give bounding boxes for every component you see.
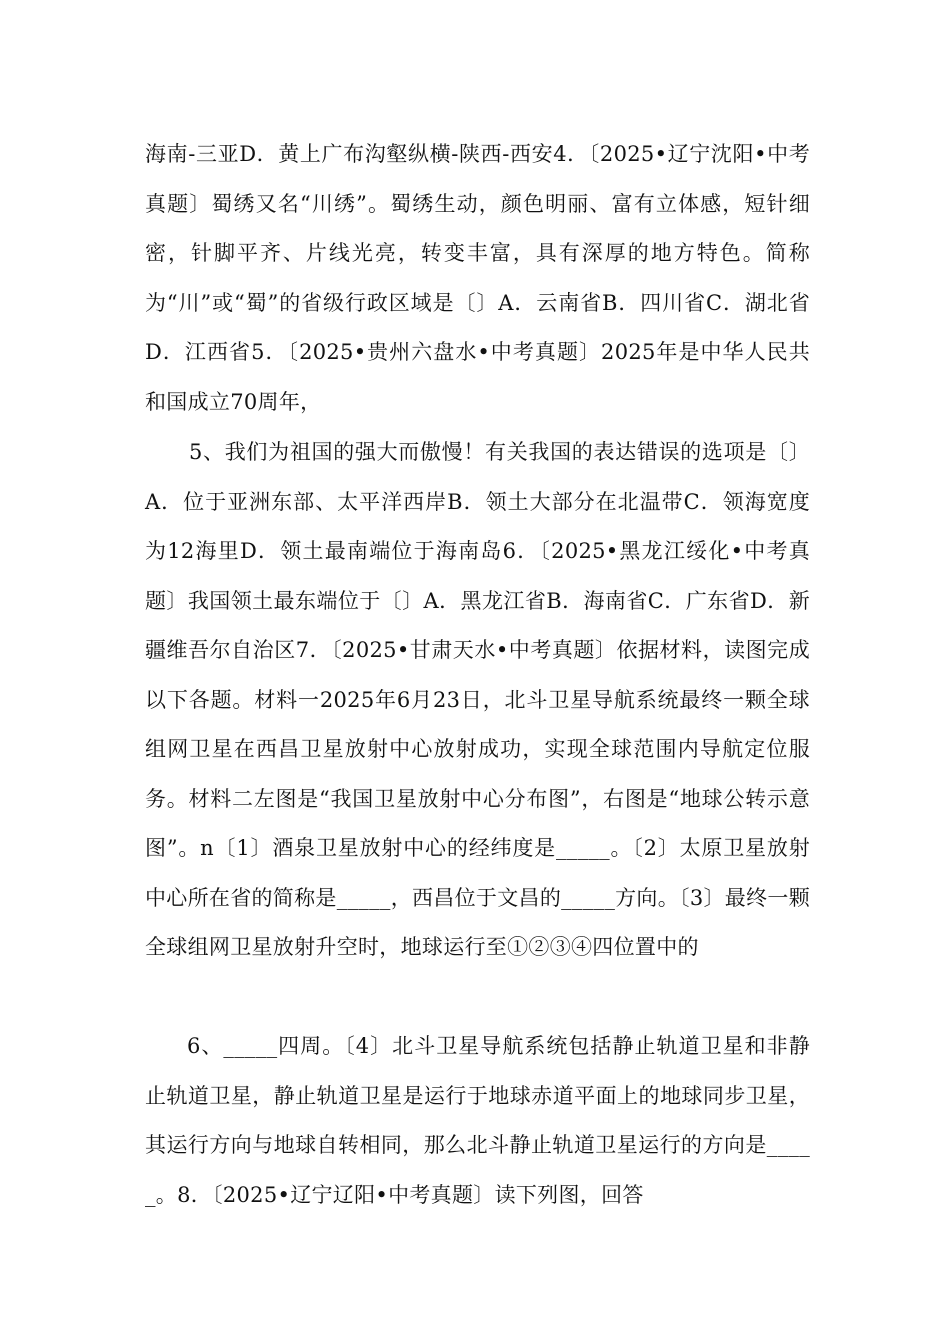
paragraph-2: 5、我们为祖国的强大而傲慢！有关我国的表达错误的选项是〔〕A．位于亚洲东部、太平洋西岸B．领土大部分在北温带C．领海宽度为12海里D．领土最南端位于海南岛6．〔2025•黑龙江绥化•中考真题〕我国领土最东端位于〔〕A．黑龙江省B．海南省C．广东省D．新疆维吾尔自治区7．〔2025•甘肃天水•中考真题〕依据材料，读图完成以下各题。材料一2025年6月23日，北斗卫星导航系统最终一颗全球组网卫星在西昌卫星放射中心放射成功，实现全球范围内导航定位服务。材料二左图是“我国卫星放射中心分布图”，右图是“地球公转示意图”。n〔1〕酒泉卫星放射中心的经纬度是_____。〔2〕太原卫星放射中心所在省的简称是_____，西昌位于文昌的_____方向。〔3〕最终一颗全球组网卫星放射升空时，地球运行至①②③④四位置中的 — [145, 440, 810, 959]
paragraph-1: 海南-三亚D．黄上广布沟壑纵横-陕西-西安4．〔2025•辽宁沈阳•中考真题〕蜀绣又名“川绣”。蜀绣生动，颜色明丽、富有立体感，短针细密，针脚平齐、片线光亮，转变丰富，具有深厚的地方特色。简称为“川”或“蜀”的省级行政区域是〔〕A．云南省B．四川省C．湖北省D．江西省5．〔2025•贵州六盘水•中考真题〕2025年是中华人民共和国成立70周年， — [145, 142, 810, 414]
paragraph-3: 6、_____四周。〔4〕北斗卫星导航系统包括静止轨道卫星和非静止轨道卫星，静止轨道卫星是运行于地球赤道平面上的地球同步卫星，其运行方向与地球自转相同，那么北斗静止轨道卫星运行的方向是_____。8．〔2025•辽宁辽阳•中考真题〕读下列图，回答 — [145, 1034, 810, 1207]
